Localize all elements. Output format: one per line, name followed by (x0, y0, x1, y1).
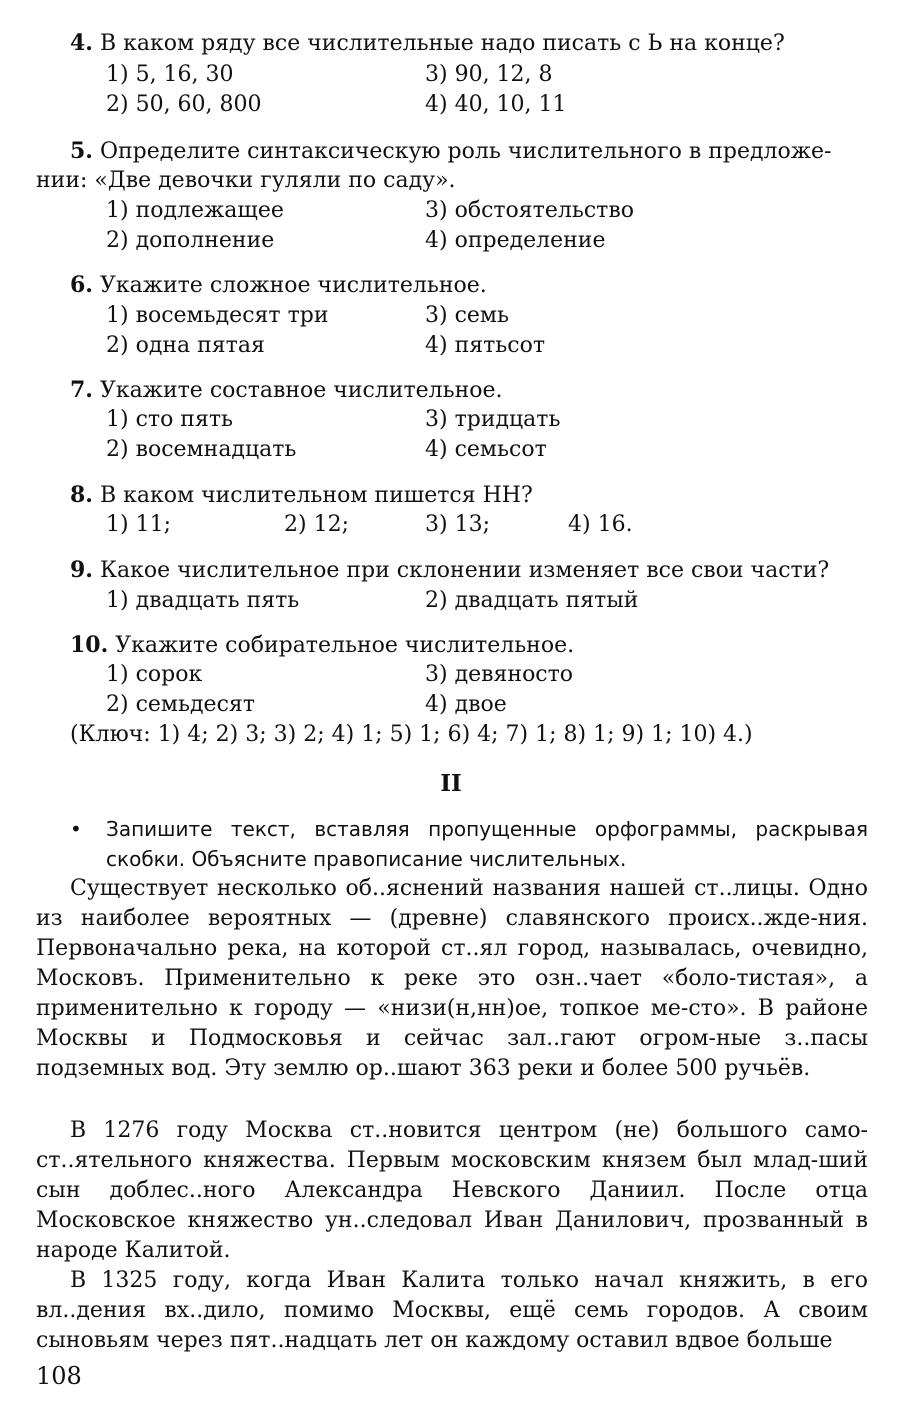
question-6-title (70, 272, 487, 298)
option: 1) сорок (106, 662, 203, 687)
option: 1) двадцать пять (106, 588, 300, 613)
paragraph: В 1325 году, когда Иван Калита только начал княжить, в его вл..дения вх..дило, помимо Москвы, ещё семь городов. А своим сыновьям через пят..надцать лет он каждому оставил вдвое больше (36, 1268, 868, 1353)
question-text: В каком числительном пишется НН? (99, 483, 533, 508)
option: 1) 11; (106, 512, 171, 537)
question-number: 4. (70, 30, 93, 56)
option: 3) тридцать (425, 407, 561, 432)
answer-key: (Ключ: 1) 4; 2) 3; 3) 2; 4) 1; 5) 1; 6) 4; 7) 1; 8) 1; 9) 1; 10) 4.) (70, 722, 753, 747)
bullet-icon: • (70, 817, 82, 841)
option: 3) семь (425, 303, 510, 328)
option: 3) 13; (425, 512, 490, 537)
option: 3) девяносто (425, 662, 574, 687)
question-5-title (70, 138, 831, 164)
option: 4) определение (425, 228, 606, 253)
question-text: Укажите составное числительное. (99, 378, 503, 403)
paragraph: В 1276 году Москва ст..новится центром (не) большого само-ст..ятельного княжества. Первым московским князем был млад-ший сын доблес..ного Александра Невского Даниил. После отца Московское княжество ун..следовал Иван Данилович, прозванный в народе Калитой. (36, 1118, 868, 1263)
option: 2) восемнадцать (106, 437, 297, 462)
option: 4) семьсот (425, 437, 547, 462)
option: 2) одна пятая (106, 333, 265, 358)
question-number: 6. (70, 272, 93, 298)
option: 2) дополнение (106, 228, 275, 253)
task-text: Запишите текст, вставляя пропущенные орфограммы, раскрывая скобки. Объясните правописание числительных. (106, 817, 868, 871)
question-text: Какое числительное при склонении изменяет все свои части? (99, 558, 830, 583)
paragraph: Существует несколько об..яснений названия нашей ст..лицы. Одно из наиболее вероятных — (древне) славянского происх..жде-ния. Первоначально река, на которой ст..ял город, называлась, очевидно, Московъ. Применительно к реке это озн..чает «боло-тистая», а применительно к городу — «низи(н,нн)ое, топкое ме-сто». В районе Москвы и Подмосковья и сейчас зал..гают огром-ные з..пасы подземных вод. Эту землю ор..шают 363 реки и более 500 ручьёв. (36, 876, 868, 1081)
option: 2) двадцать пятый (425, 588, 639, 613)
page-number: 108 (36, 1362, 82, 1390)
question-10-title (70, 632, 574, 658)
question-text: Укажите сложное числительное. (99, 273, 487, 298)
option: 4) двое (425, 692, 507, 717)
question-7-title (70, 377, 503, 403)
question-text-continuation: нии: «Две девочки гуляли по саду». (36, 168, 456, 193)
option: 1) 5, 16, 30 (106, 62, 234, 87)
question-number: 5. (70, 138, 93, 164)
question-4-title (70, 30, 785, 56)
question-number: 9. (70, 557, 93, 583)
option: 1) сто пять (106, 407, 233, 432)
option: 2) 50, 60, 800 (106, 92, 262, 117)
question-text: В каком ряду все числительные надо писать с Ь на конце? (99, 31, 785, 56)
option: 1) подлежащее (106, 198, 284, 223)
option: 1) восемьдесят три (106, 303, 329, 328)
question-text: Определите синтаксическую роль числительного в предложе- (99, 139, 832, 164)
option: 2) семьдесят (106, 692, 255, 717)
question-text: Укажите собирательное числительное. (115, 633, 575, 658)
question-number: 7. (70, 377, 93, 403)
option: 4) 40, 10, 11 (425, 92, 567, 117)
option: 3) 90, 12, 8 (425, 62, 553, 87)
option: 3) обстоятельство (425, 198, 634, 223)
question-8-title (70, 482, 533, 508)
section-heading: II (440, 770, 462, 797)
option: 2) 12; (284, 512, 349, 537)
question-number: 8. (70, 482, 93, 508)
option: 4) 16. (568, 512, 633, 537)
option: 4) пятьсот (425, 333, 546, 358)
question-9-title (70, 557, 829, 583)
question-number: 10. (70, 632, 109, 658)
